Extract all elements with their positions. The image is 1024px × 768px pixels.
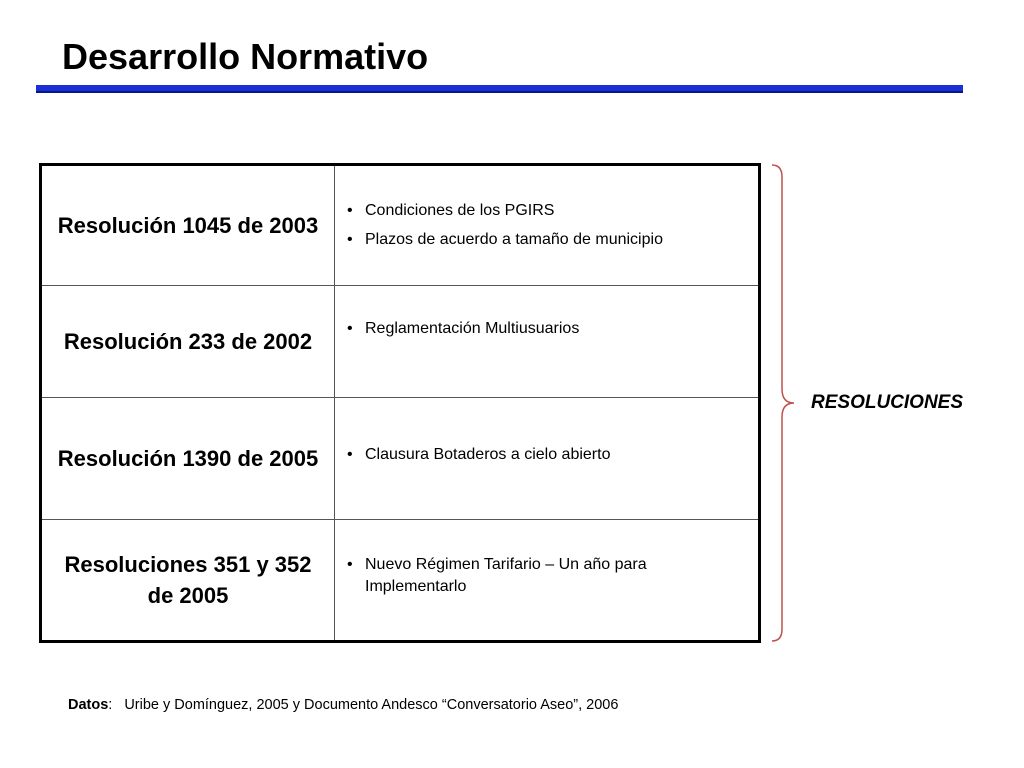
- bullet-icon: •: [347, 320, 353, 337]
- list-item: [345, 444, 748, 466]
- list-item: [345, 554, 748, 598]
- bullet-icon: •: [347, 202, 353, 219]
- description-cell: [335, 286, 760, 398]
- footnote-key: Datos: [68, 697, 109, 713]
- list-item: [345, 318, 748, 340]
- resolution-cell: Resolución 1045 de 2003: [41, 165, 335, 286]
- bullet-icon: •: [347, 556, 353, 573]
- description-cell: [335, 520, 760, 642]
- list-item: [345, 200, 748, 222]
- brace-curve: [772, 165, 794, 641]
- description-cell: [335, 398, 760, 520]
- resolution-cell: Resoluciones 351 y 352 de 2005: [41, 520, 335, 642]
- footnote-colon: :: [108, 697, 113, 713]
- footnote-text: Uribe y Domínguez, 2005 y Documento Andesco “Conversatorio Aseo”, 2006: [124, 697, 619, 713]
- list-item-text: Clausura Botaderos a cielo abierto: [365, 446, 611, 463]
- table-row: [41, 398, 760, 520]
- list-item-text: Reglamentación Multiusuarios: [365, 320, 580, 337]
- resolution-cell: Resolución 233 de 2002: [41, 286, 335, 398]
- bullet-icon: •: [347, 231, 353, 248]
- list-item-text: Plazos de acuerdo a tamaño de municipio: [365, 231, 663, 248]
- description-cell: [335, 165, 760, 286]
- bullet-list: [335, 166, 758, 251]
- table-row: [41, 286, 760, 398]
- bullet-list: [335, 520, 758, 598]
- source-footnote: [68, 697, 618, 713]
- table-row: [41, 520, 760, 642]
- resolution-cell: Resolución 1390 de 2005: [41, 398, 335, 520]
- right-brace-icon: [768, 163, 798, 643]
- list-item: [345, 229, 748, 251]
- brace-label: RESOLUCIONES: [811, 392, 964, 413]
- list-item-text: Nuevo Régimen Tarifario – Un año para Implementarlo: [365, 556, 647, 595]
- resolutions-table: [39, 163, 761, 643]
- bullet-list: [335, 286, 758, 340]
- list-item-text: Condiciones de los PGIRS: [365, 202, 555, 219]
- bullet-icon: •: [347, 446, 353, 463]
- table-row: [41, 165, 760, 286]
- slide-title: Desarrollo Normativo: [62, 36, 429, 77]
- title-underline: [36, 85, 963, 93]
- bullet-list: [335, 444, 758, 466]
